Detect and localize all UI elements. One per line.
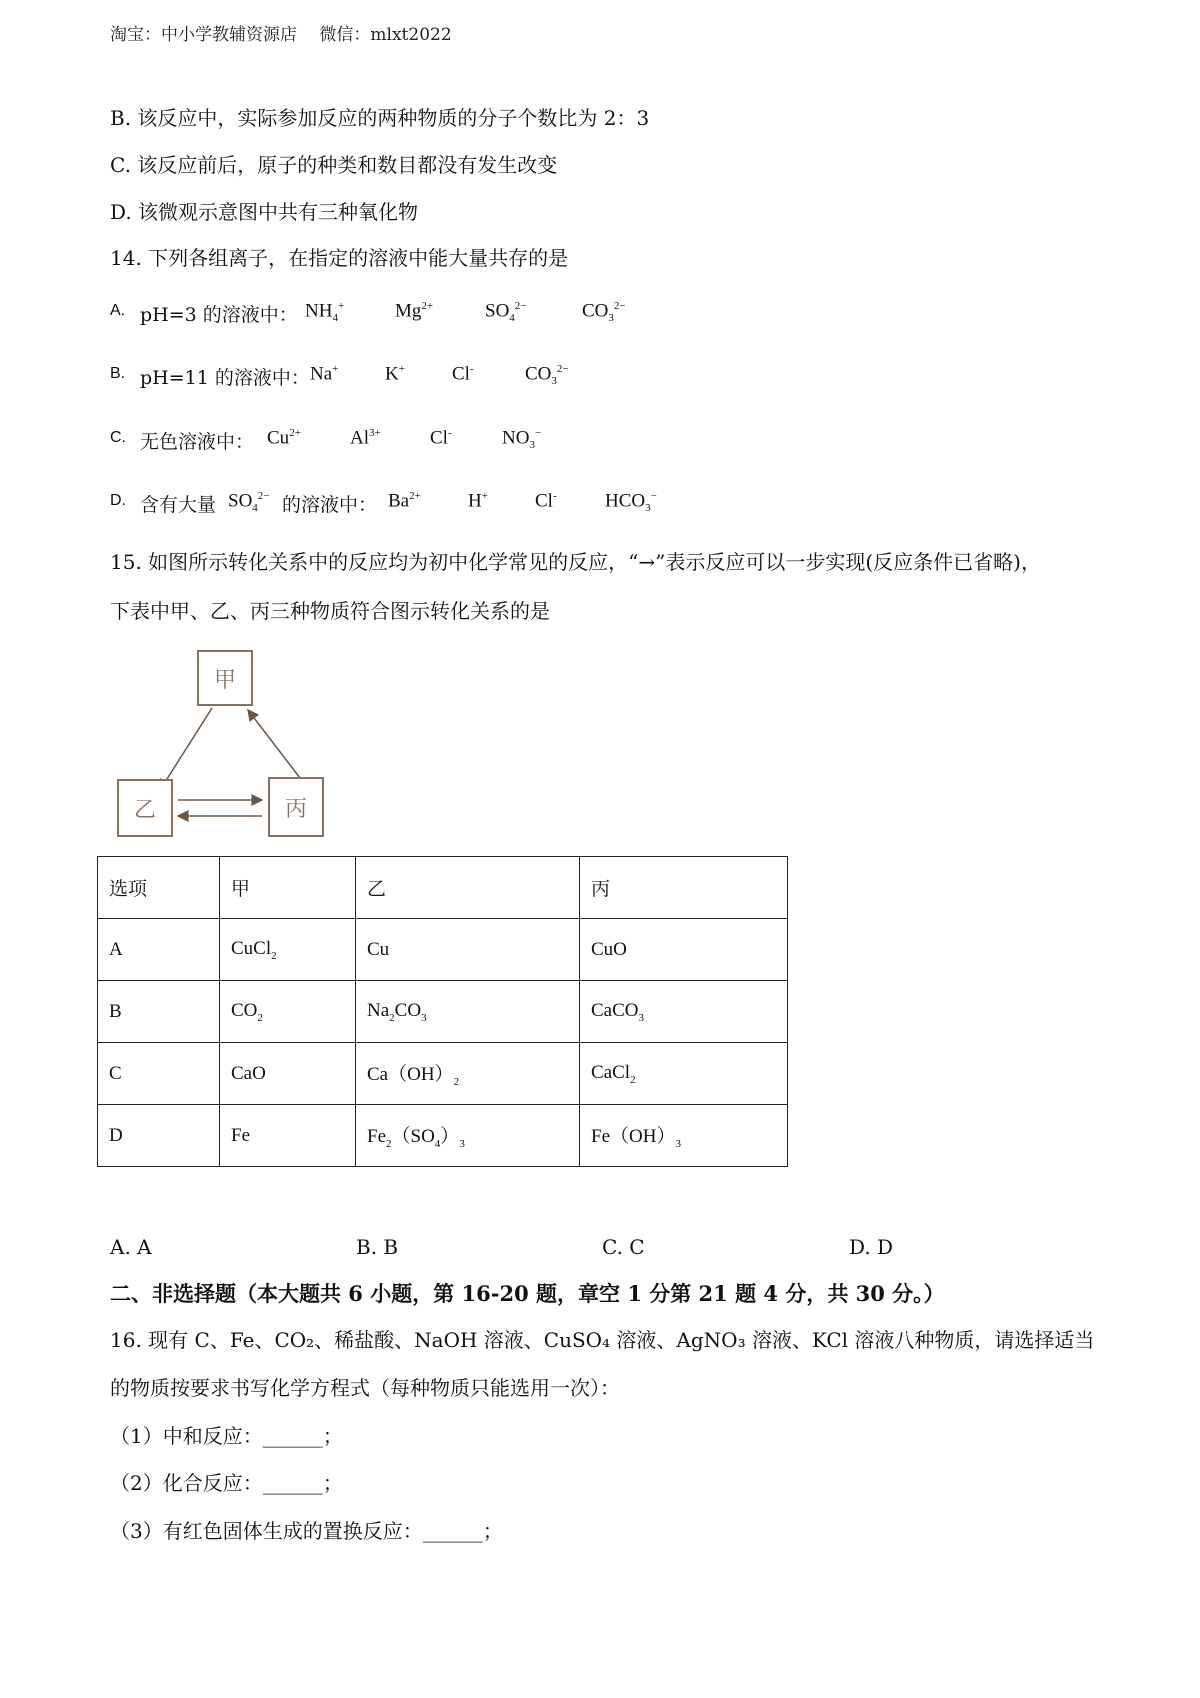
answer-b: B. B [356,1235,399,1259]
option-condition-post: 的溶液中： [282,494,378,516]
cell-bing: $Fe(OH)_3$ [580,1105,788,1167]
options-table [97,856,788,1167]
table-header-cell: 乙 [356,857,580,919]
cell-bing: CaCl$_2$ [580,1043,788,1105]
row-letter: D [98,1105,220,1167]
q15-stem-line2: 下表中甲、乙、丙三种物质符合图示转化关系的是 [110,599,550,623]
answer-a: A. A [110,1235,152,1259]
q16-item-3: （3）有红色固体生成的置换反应：______； [110,1519,503,1543]
answer-c: C. C [602,1235,645,1259]
q14-option-a: A. pH=3 的溶液中： $NH_4^+$ $Mg^{2+}$ $SO_4^{2-}$ $CO_3^{2-}$ [110,300,626,326]
option-condition: 无色溶液中： [140,431,255,453]
cell-yi: Cu [356,919,580,981]
option-condition-pre: 含有大量 [140,494,217,516]
box-yi: 乙 [117,779,173,837]
q14-option-b: B. pH=11 的溶液中： Na+ K+ Cl- $CO_3^{2-}$ [110,363,569,389]
option-letter: B. [110,365,126,382]
cell-bing: CaCO$_3$ [580,981,788,1043]
q16-item-1: （1）中和反应：______； [110,1424,343,1448]
table-row [98,1105,788,1167]
cell-yi: $Fe_2(SO_4)_3$ [356,1105,580,1167]
q13-option-c: C. 该反应前后，原子的种类和数目都没有发生改变 [110,153,558,177]
table-header-cell: 选项 [98,857,220,919]
q14-option-c: C. 无色溶液中： $Cu^{2+}$ $Al^{3+}$ Cl- $NO_3^-$ [110,427,542,453]
section-heading: 二、非选择题（本大题共 6 小题，第 16-20 题，章空 1 分第 21 题 4 分，共 30 分。） [110,1281,945,1306]
cell-jia: CaO [220,1043,356,1105]
table-row [98,919,788,981]
row-letter: C [98,1043,220,1105]
q15-stem-line1: 15. 如图所示转化关系中的反应均为初中化学常见的反应，“→”表示反应可以一步实现(反应条件已省略)， [110,550,1041,574]
table-header-cell: 甲 [220,857,356,919]
row-letter: A [98,919,220,981]
q16-item-2: （2）化合反应：______； [110,1471,343,1495]
cell-yi: $Na_2CO_3$ [356,981,580,1043]
option-condition: pH=11 的溶液中： [140,367,310,389]
table-row [98,1043,788,1105]
option-letter: A. [110,302,126,319]
table-row [98,981,788,1043]
page-header: 淘宝：中小学教辅资源店 微信：mlxt2022 [110,25,452,45]
diagram-arrows [0,0,400,860]
table-header-row [98,857,788,919]
q16-line1: 16. 现有 C、Fe、CO₂、稀盐酸、NaOH 溶液、CuSO₄ 溶液、AgNO₃ 溶液、KCl 溶液八种物质，请选择适当 [110,1328,1095,1352]
q13-option-b: B. 该反应中，实际参加反应的两种物质的分子个数比为 2：3 [110,106,650,130]
cell-bing: CuO [580,919,788,981]
option-letter: D. [110,492,126,509]
option-condition: pH=3 的溶液中： [140,304,298,326]
cell-jia: CuCl$_2$ [220,919,356,981]
cell-jia: $CO_2$ [220,981,356,1043]
q14-option-d: D. 含有大量 $SO_4^{2-}$ 的溶液中： $Ba^{2+}$ H+ Cl- $HCO_3^-$ [110,490,657,516]
cell-jia: Fe [220,1105,356,1167]
q13-option-d: D. 该微观示意图中共有三种氧化物 [110,200,419,224]
table-header-cell: 丙 [580,857,788,919]
box-bing: 丙 [268,777,324,837]
cell-yi: $Ca(OH)_2$ [356,1043,580,1105]
box-jia: 甲 [197,650,253,706]
q14-stem: 14. 下列各组离子，在指定的溶液中能大量共存的是 [110,246,569,270]
option-letter: C. [110,429,126,446]
row-letter: B [98,981,220,1043]
q15-answers [110,1233,1010,1263]
q16-line2: 的物质按要求书写化学方程式（每种物质只能选用一次）： [110,1376,620,1400]
answer-d: D. D [849,1235,894,1259]
